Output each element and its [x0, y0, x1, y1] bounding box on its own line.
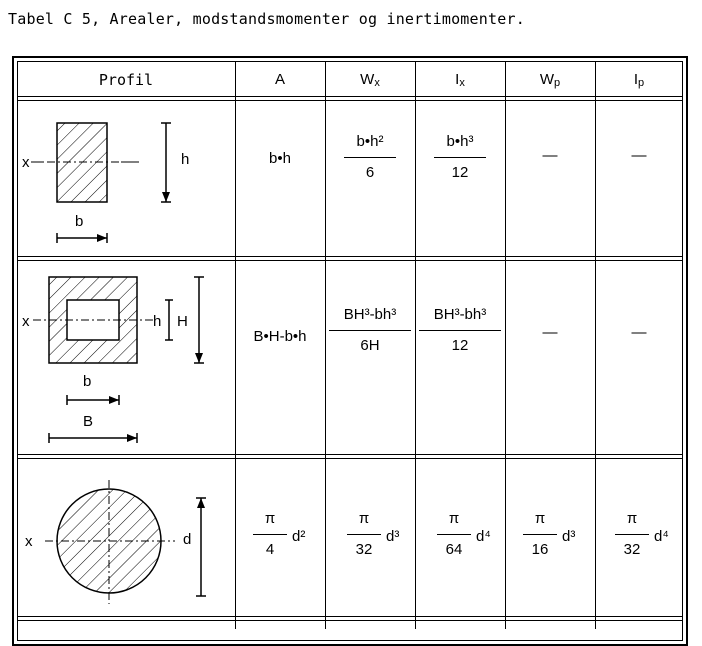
header-wx: $W_x$ — [360, 71, 380, 89]
ix-formula: BH³-bh³ 12 — [415, 306, 505, 355]
rectangle-profile-diagram — [17, 100, 237, 260]
row-divider — [17, 620, 683, 621]
wx-formula-exp: d³ — [386, 528, 400, 545]
area-formula: b•h — [269, 150, 291, 167]
wx-formula: BH³-bh³ 6H — [325, 306, 415, 355]
hollow-rectangle-profile-diagram — [17, 260, 237, 455]
ix-formula: b•h³ 12 — [415, 133, 505, 182]
circle-profile-diagram — [17, 458, 237, 618]
wp-formula-exp: d³ — [562, 528, 576, 545]
area-formula: π 4 — [250, 510, 290, 559]
wp-dash: — — [542, 324, 558, 341]
dimension-label-b: b — [83, 373, 92, 390]
area-formula: B•H-b•h — [253, 328, 307, 345]
axis-label-x: x — [22, 313, 30, 330]
dimension-label-H: H — [177, 313, 188, 330]
dimension-label-d: d — [183, 531, 192, 548]
ix-formula: π 64 — [434, 510, 474, 559]
dimension-label-h: h — [181, 151, 190, 168]
header-profil: Profil — [98, 71, 154, 89]
table-caption: Tabel C 5, Arealer, modstandsmomenter og inertimomenter. — [8, 10, 525, 28]
dimension-label-h: h — [153, 313, 162, 330]
ip-formula-exp: d⁴ — [654, 528, 669, 545]
wp-dash: — — [542, 147, 558, 164]
ip-dash: — — [631, 324, 647, 341]
axis-label-x: x — [25, 533, 33, 550]
dimension-label-b: b — [75, 213, 84, 230]
row-divider — [17, 96, 683, 97]
header-ip: $I_p$ — [633, 71, 645, 89]
dimension-label-B: B — [83, 413, 94, 430]
wx-formula: b•h² 6 — [325, 133, 415, 182]
ix-formula-exp: d⁴ — [476, 528, 491, 545]
wp-formula: π 16 — [520, 510, 560, 559]
header-area: A — [274, 71, 285, 88]
ip-formula: π 32 — [612, 510, 652, 559]
ip-dash: — — [631, 147, 647, 164]
header-ix: $I_x$ — [455, 71, 465, 89]
header-wp: $W_p$ — [539, 71, 561, 89]
wx-formula: π 32 — [344, 510, 384, 559]
axis-label-x: x — [22, 154, 30, 171]
area-formula-exp: d² — [292, 528, 306, 545]
